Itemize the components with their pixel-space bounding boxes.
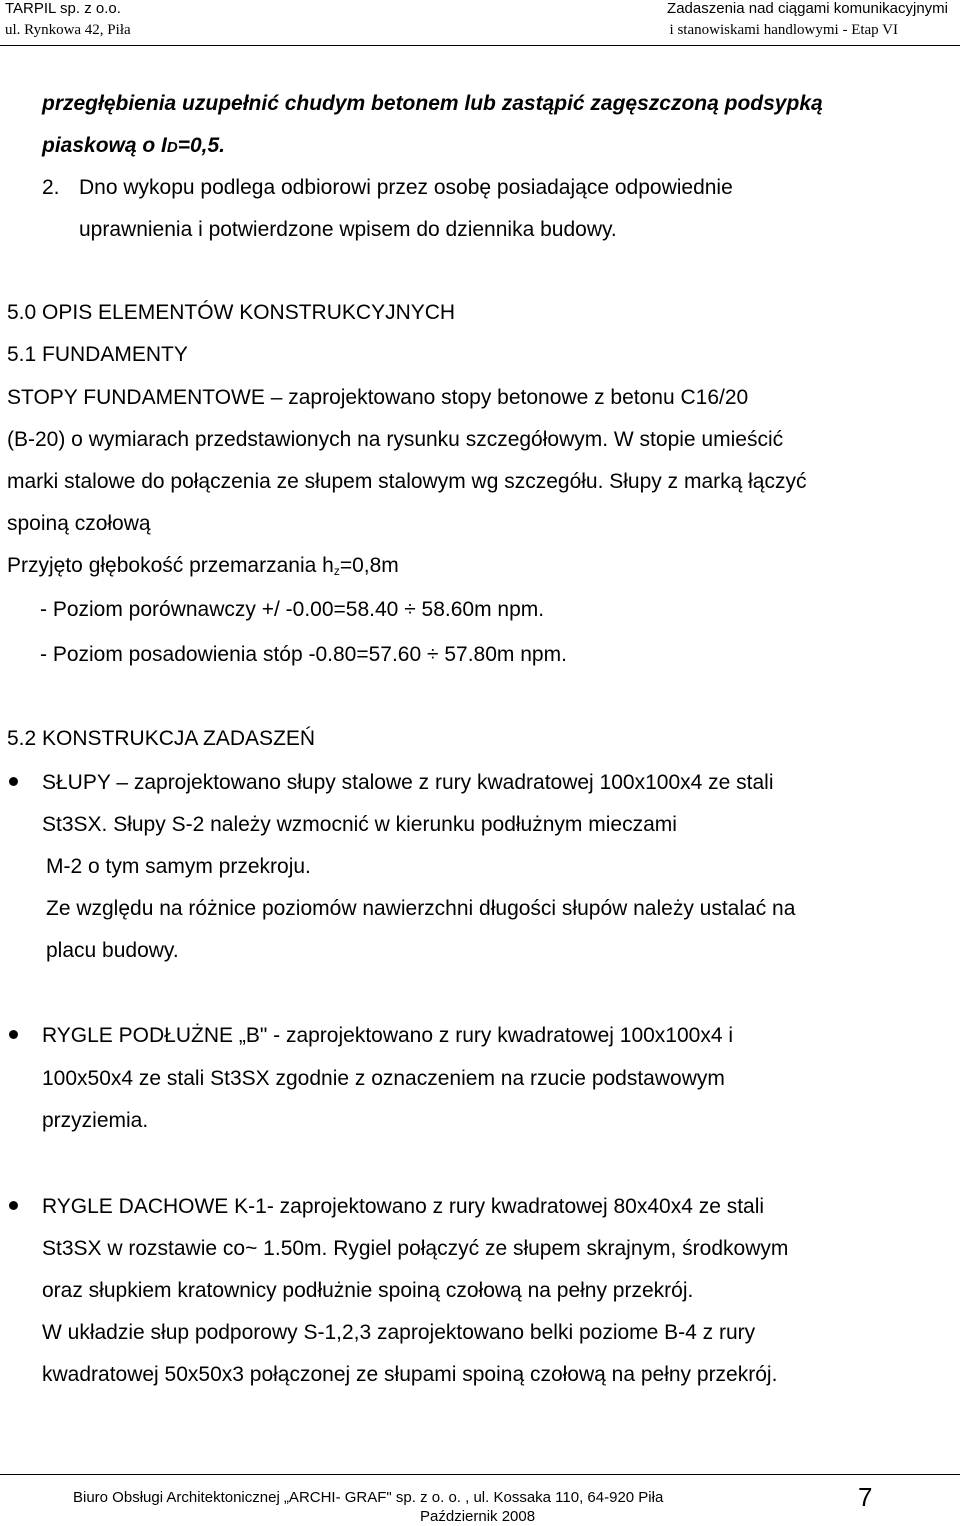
bullet-line: placu budowy. bbox=[46, 939, 179, 962]
header-project-subtitle: i stanowiskami handlowymi - Etap VI bbox=[669, 22, 898, 38]
bullet-line: kwadratowej 50x50x3 połączonej ze słupami spoiną czołową na pełny przekrój. bbox=[42, 1363, 778, 1386]
paragraph-line: (B-20) o wymiarach przedstawionych na rysunku szczegółowym. W stopie umieścić bbox=[7, 428, 784, 451]
bullet-line: oraz słupkiem kratownicy podłużnie spoiną czołową na pełny przekrój. bbox=[42, 1279, 694, 1302]
header-rule bbox=[0, 45, 960, 46]
header-project-title: Zadaszenia nad ciągami komunikacyjnymi bbox=[667, 0, 948, 17]
bullet-icon bbox=[9, 1201, 18, 1210]
subsection-heading-zadaszenia: 5.2 KONSTRUKCJA ZADASZEŃ bbox=[7, 727, 316, 750]
paragraph-line: STOPY FUNDAMENTOWE – zaprojektowano stopy betonowe z betonu C16/20 bbox=[7, 386, 749, 409]
paragraph-line: spoiną czołową bbox=[7, 512, 151, 535]
level-line-reference: - Poziom porównawczy +/ -0.00=58.40 ÷ 58.60m npm. bbox=[40, 598, 545, 621]
bullet-line: RYGLE DACHOWE K-1- zaprojektowano z rury kwadratowej 80x40x4 ze stali bbox=[42, 1195, 765, 1218]
list-item-line-2: uprawnienia i potwierdzone wpisem do dziennika budowy. bbox=[79, 218, 617, 241]
bullet-line: St3SX w rozstawie co~ 1.50m. Rygiel połączyć ze słupem skrajnym, środkowym bbox=[42, 1237, 789, 1260]
bullet-line: St3SX. Słupy S-2 należy wzmocnić w kierunku podłużnym mieczami bbox=[42, 813, 677, 836]
list-item-line-1: Dno wykopu podlega odbiorowi przez osobę posiadające odpowiednie bbox=[79, 176, 733, 199]
bullet-icon bbox=[9, 1030, 18, 1039]
footer-rule bbox=[0, 1474, 960, 1475]
intro-line-1: przegłębienia uzupełnić chudym betonem lub zastąpić zagęszczoną podsypką bbox=[42, 92, 823, 115]
bullet-line: Ze względu na różnice poziomów nawierzchni długości słupów należy ustalać na bbox=[46, 897, 796, 920]
bullet-line: SŁUPY – zaprojektowano słupy stalowe z rury kwadratowej 100x100x4 ze stali bbox=[42, 771, 774, 794]
section-heading: 5.0 OPIS ELEMENTÓW KONSTRUKCYJNYCH bbox=[7, 301, 456, 324]
paragraph-line: marki stalowe do połączenia ze słupem stalowym wg szczegółu. Słupy z marką łączyć bbox=[7, 470, 807, 493]
frost-depth-line: Przyjęto głębokość przemarzania hz=0,8m bbox=[7, 554, 399, 578]
bullet-line: RYGLE PODŁUŻNE „B" - zaprojektowano z rury kwadratowej 100x100x4 i bbox=[42, 1024, 734, 1047]
bullet-line: M-2 o tym samym przekroju. bbox=[46, 855, 311, 878]
header-address: ul. Rynkowa 42, Piła bbox=[5, 22, 131, 38]
bullet-icon bbox=[9, 777, 18, 786]
page-number: 7 bbox=[858, 1482, 873, 1512]
bullet-line: 100x50x4 ze stali St3SX zgodnie z oznaczeniem na rzucie podstawowym bbox=[42, 1067, 725, 1090]
footer-date: Październik 2008 bbox=[420, 1508, 536, 1525]
level-line-foundation: - Poziom posadowienia stóp -0.80=57.60 ÷ 57.80m npm. bbox=[40, 643, 567, 666]
subsection-heading-fundamenty: 5.1 FUNDAMENTY bbox=[7, 343, 188, 366]
bullet-line: przyziemia. bbox=[42, 1109, 149, 1132]
footer-office: Biuro Obsługi Architektonicznej „ARCHI- GRAF" sp. z o. o. , ul. Kossaka 110, 64-920 Piła bbox=[73, 1489, 664, 1506]
header-company: TARPIL sp. z o.o. bbox=[5, 0, 121, 17]
intro-line-2: piaskową o ID=0,5. bbox=[42, 134, 226, 157]
bullet-line: W układzie słup podporowy S-1,2,3 zaprojektowano belki poziome B-4 z rury bbox=[42, 1321, 756, 1344]
list-item-number: 2. bbox=[42, 176, 60, 199]
